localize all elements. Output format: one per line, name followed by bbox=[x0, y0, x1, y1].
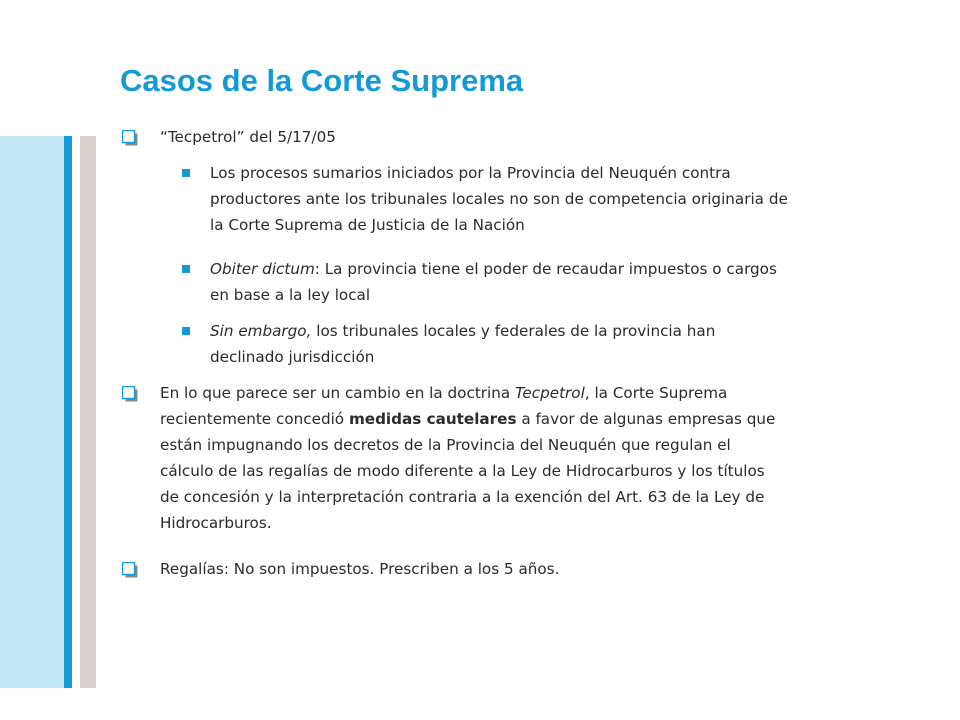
text-fragment: recientemente concedió bbox=[160, 410, 349, 428]
text-line bbox=[160, 380, 930, 406]
text-line bbox=[210, 318, 930, 344]
text-line: Los procesos sumarios iniciados por la Provincia del Neuquén contra bbox=[210, 164, 731, 182]
slide-title: Casos de la Corte Suprema bbox=[120, 63, 524, 98]
square-bullet-icon bbox=[182, 265, 190, 273]
subbullet-text bbox=[210, 256, 930, 308]
text-line: productores ante los tribunales locales no son de competencia originaria de bbox=[210, 190, 788, 208]
subbullet-text bbox=[210, 318, 930, 370]
decor-bar-gray bbox=[80, 136, 96, 688]
italic-phrase: Tecpetrol bbox=[515, 384, 585, 402]
text-fragment: , la Corte Suprema bbox=[584, 384, 728, 402]
text-line: en base a la ley local bbox=[210, 286, 371, 304]
text-line bbox=[160, 406, 930, 432]
bold-phrase: medidas cautelares bbox=[348, 410, 517, 428]
text-line: Hidrocarburos. bbox=[160, 514, 272, 532]
text-line: la Corte Suprema de Justicia de la Nación bbox=[210, 216, 525, 234]
text-fragment: : La provincia tiene el poder de recaudar impuestos o cargos bbox=[314, 260, 777, 278]
bullet-text: Regalías: No son impuestos. Prescriben a los 5 años. bbox=[160, 560, 560, 578]
bullet-text: “Tecpetrol” del 5/17/05 bbox=[160, 128, 336, 146]
square-bullet-icon bbox=[182, 169, 190, 177]
subbullet-text bbox=[210, 160, 930, 238]
text-line: están impugnando los decretos de la Provincia del Neuquén que regulan el bbox=[160, 436, 731, 454]
checkbox-bullet-icon bbox=[122, 130, 138, 146]
checkbox-bullet-icon bbox=[122, 562, 138, 578]
checkbox-bullet-icon bbox=[122, 386, 138, 402]
text-line: de concesión y la interpretación contraria a la exención del Art. 63 de la Ley de bbox=[160, 488, 765, 506]
text-line: declinado jurisdicción bbox=[210, 348, 375, 366]
text-fragment: a favor de algunas empresas que bbox=[516, 410, 776, 428]
decor-bar-gap bbox=[72, 136, 80, 688]
decor-bar-blue bbox=[64, 136, 72, 688]
text-fragment: los tribunales locales y federales de la provincia han bbox=[311, 322, 716, 340]
text-line: cálculo de las regalías de modo diferente a la Ley de Hidrocarburos y los títulos bbox=[160, 462, 765, 480]
italic-phrase: Sin embargo, bbox=[210, 322, 312, 340]
italic-phrase: Obiter dictum bbox=[210, 260, 315, 278]
text-fragment: En lo que parece ser un cambio en la doctrina bbox=[160, 384, 516, 402]
bullet-text bbox=[160, 380, 930, 536]
decor-bar-light bbox=[0, 136, 64, 688]
text-line bbox=[210, 256, 930, 282]
square-bullet-icon bbox=[182, 327, 190, 335]
